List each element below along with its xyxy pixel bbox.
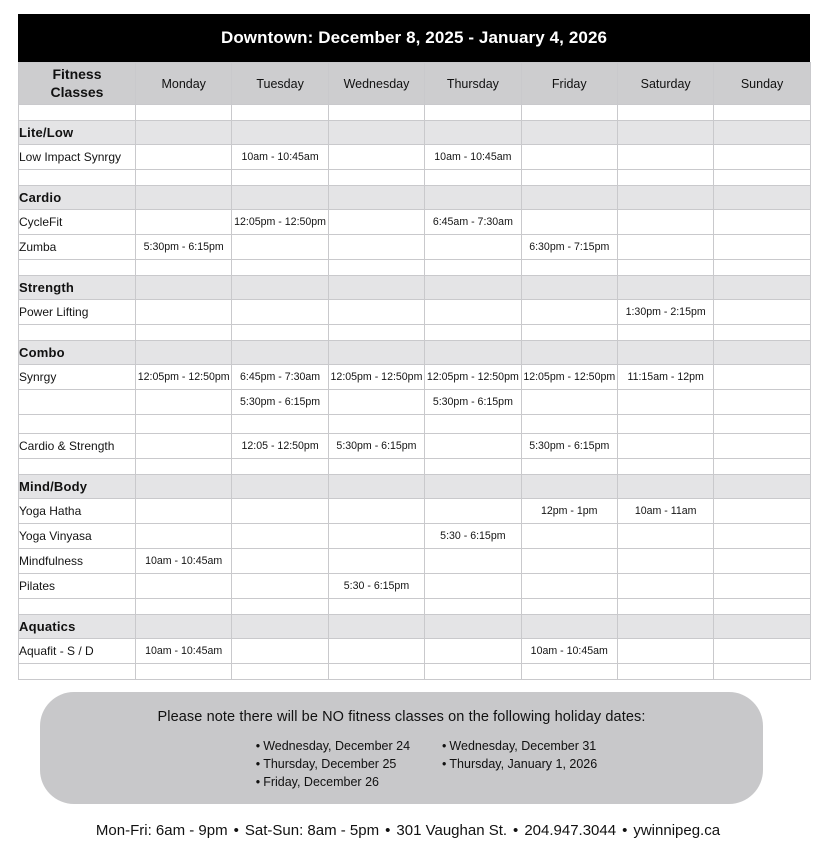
class-time-cell [328,235,424,260]
category-row-cell [617,186,713,210]
class-time-cell [232,524,328,549]
category-label: Cardio [19,186,136,210]
footer-item: Mon-Fri: 6am - 9pm [95,822,228,839]
spacer-cell [617,664,713,680]
schedule-container [18,14,810,680]
spacer-cell [136,664,232,680]
category-row [19,475,811,499]
spacer-cell [521,664,617,680]
category-row-cell [521,341,617,365]
class-time-cell [714,365,810,390]
category-row-cell [714,475,810,499]
class-time-cell [714,235,810,260]
category-row-cell [136,121,232,145]
class-time-cell: 12:05pm - 12:50pm [136,365,232,390]
category-row-cell [521,121,617,145]
class-time-cell: 6:45pm - 7:30am [232,365,328,390]
spacer-cell [19,415,136,434]
spacer-cell [714,325,810,341]
class-time-cell [617,434,713,459]
spacer-cell [328,170,424,186]
class-time-cell [136,499,232,524]
category-row [19,186,811,210]
spacer-cell [521,459,617,475]
spacer-cell [617,105,713,121]
spacer-cell [714,170,810,186]
spacer-cell [617,260,713,276]
spacer-cell [136,415,232,434]
footer-separator-icon: • [622,822,628,839]
class-name-cell: Aquafit - S / D [19,639,136,664]
spacer-cell [521,415,617,434]
spacer-row [19,599,811,615]
class-time-cell [328,549,424,574]
spacer-cell [425,664,521,680]
spacer-row [19,105,811,121]
class-time-cell [425,499,521,524]
class-time-cell: 10am - 10:45am [136,639,232,664]
class-time-cell: 5:30 - 6:15pm [328,574,424,599]
spacer-cell [714,664,810,680]
bullet-icon: • [255,739,261,753]
spacer-cell [19,170,136,186]
class-time-cell: 5:30pm - 6:15pm [232,390,328,415]
spacer-cell [521,325,617,341]
spacer-cell [136,459,232,475]
class-time-cell: 12:05pm - 12:50pm [521,365,617,390]
class-time-cell [136,210,232,235]
category-row-cell [232,615,328,639]
spacer-cell [714,415,810,434]
schedule-title-bar: Downtown: December 8, 2025 - January 4, 2026 [18,14,810,62]
holiday-notes-columns [40,737,763,791]
class-time-cell [425,574,521,599]
table-row [19,524,811,549]
class-time-cell: 12:05pm - 12:50pm [232,210,328,235]
class-name-cell: Low Impact Synrgy [19,145,136,170]
class-time-cell [232,549,328,574]
table-row [19,499,811,524]
spacer-cell [232,260,328,276]
class-time-cell [521,549,617,574]
class-name-cell: Pilates [19,574,136,599]
class-time-cell [714,499,810,524]
category-row-cell [232,276,328,300]
column-header-fitness-classes [19,63,136,105]
spacer-cell [232,459,328,475]
table-row [19,549,811,574]
spacer-cell [425,415,521,434]
category-row-cell [425,615,521,639]
holiday-notes-heading: Please note there will be NO fitness classes on the following holiday dates: [157,709,646,725]
class-name-cell: CycleFit [19,210,136,235]
class-name-cell: Cardio & Strength [19,434,136,459]
holiday-note-item [442,737,597,755]
class-time-cell: 6:45am - 7:30am [425,210,521,235]
class-time-cell [714,300,810,325]
class-time-cell [232,235,328,260]
table-row [19,574,811,599]
category-row-cell [521,475,617,499]
spacer-cell [521,170,617,186]
spacer-cell [617,459,713,475]
spacer-cell [328,325,424,341]
holiday-notes-box [40,692,763,804]
category-row-cell [136,186,232,210]
holiday-notes-column-right [442,737,597,791]
table-row [19,210,811,235]
spacer-cell [617,415,713,434]
category-row-cell [232,341,328,365]
spacer-cell [136,325,232,341]
spacer-cell [425,170,521,186]
bullet-icon: • [442,757,447,772]
class-time-cell: 5:30pm - 6:15pm [328,434,424,459]
class-time-cell: 12pm - 1pm [521,499,617,524]
class-time-cell: 6:30pm - 7:15pm [521,235,617,260]
class-time-cell [617,145,713,170]
spacer-cell [232,325,328,341]
spacer-cell [425,325,521,341]
class-time-cell: 1:30pm - 2:15pm [617,300,713,325]
spacer-cell [232,599,328,615]
category-row-cell [521,615,617,639]
holiday-note-text: Thursday, January 1, 2026 [449,757,598,772]
category-label: Combo [19,341,136,365]
class-time-cell: 11:15am - 12pm [617,365,713,390]
table-row [19,145,811,170]
class-time-cell [328,390,424,415]
class-time-cell [521,300,617,325]
spacer-row [19,325,811,341]
category-row [19,121,811,145]
class-time-cell [617,390,713,415]
spacer-cell [425,105,521,121]
class-time-cell [232,499,328,524]
spacer-cell [19,664,136,680]
class-time-cell [136,300,232,325]
bullet-icon: • [255,775,261,790]
footer-item: ywinnipeg.ca [633,822,721,839]
category-row-cell [617,276,713,300]
spacer-cell [521,260,617,276]
class-time-cell [328,639,424,664]
spacer-cell [232,415,328,434]
category-row-cell [714,615,810,639]
class-time-cell [136,574,232,599]
spacer-cell [136,260,232,276]
category-row-cell [714,186,810,210]
category-row-cell [328,121,424,145]
fitness-classes-line2: Classes [50,83,104,100]
spacer-cell [425,459,521,475]
category-label: Lite/Low [19,121,136,145]
class-time-cell [617,524,713,549]
bullet-icon: • [255,757,261,772]
spacer-cell [521,599,617,615]
category-row [19,341,811,365]
class-time-cell [425,235,521,260]
category-row-cell [136,615,232,639]
footer-item: 204.947.3044 [524,822,617,839]
column-header-saturday: Saturday [617,63,713,105]
category-row-cell [232,121,328,145]
class-time-cell: 5:30pm - 6:15pm [136,235,232,260]
category-row-cell [328,341,424,365]
category-row-cell [617,475,713,499]
class-time-cell [617,210,713,235]
class-name-cell: Mindfulness [19,549,136,574]
spacer-cell [232,664,328,680]
category-row-cell [425,276,521,300]
class-time-cell [328,300,424,325]
class-time-cell [714,639,810,664]
spacer-cell [521,105,617,121]
spacer-cell [328,664,424,680]
spacer-row [19,415,811,434]
category-label: Mind/Body [19,475,136,499]
class-time-cell [714,524,810,549]
class-time-cell [521,524,617,549]
class-schedule-table [18,62,811,680]
category-row-cell [328,276,424,300]
class-time-cell [328,210,424,235]
category-row [19,276,811,300]
spacer-cell [232,105,328,121]
category-label: Aquatics [19,615,136,639]
category-row-cell [617,341,713,365]
column-header-sunday: Sunday [714,63,810,105]
column-header-friday: Friday [521,63,617,105]
category-row-cell [328,186,424,210]
category-row-cell [521,186,617,210]
spacer-cell [232,170,328,186]
holiday-notes-column-left [256,737,410,791]
holiday-note-item [256,773,410,791]
holiday-note-text: Wednesday, December 24 [263,739,411,753]
class-time-cell [425,434,521,459]
class-name-cell: Zumba [19,235,136,260]
spacer-cell [19,325,136,341]
class-time-cell [232,639,328,664]
class-time-cell [136,524,232,549]
spacer-cell [19,459,136,475]
spacer-cell [714,459,810,475]
table-row [19,434,811,459]
spacer-cell [714,260,810,276]
spacer-cell [328,599,424,615]
class-name-cell: Power Lifting [19,300,136,325]
class-time-cell [714,390,810,415]
class-name-cell: Yoga Vinyasa [19,524,136,549]
class-time-cell [328,524,424,549]
category-row-cell [714,341,810,365]
footer-separator-icon: • [233,822,239,839]
spacer-cell [328,260,424,276]
spacer-cell [19,260,136,276]
class-time-cell [232,574,328,599]
column-header-thursday: Thursday [425,63,521,105]
class-time-cell [425,639,521,664]
class-time-cell [617,235,713,260]
footer-separator-icon: • [513,822,519,839]
spacer-row [19,664,811,680]
category-row-cell [232,475,328,499]
class-time-cell: 10am - 11am [617,499,713,524]
class-time-cell [521,390,617,415]
class-time-cell [328,499,424,524]
spacer-cell [617,599,713,615]
class-time-cell [136,434,232,459]
category-row-cell [714,276,810,300]
class-time-cell [521,145,617,170]
spacer-cell [328,415,424,434]
class-time-cell [521,210,617,235]
holiday-note-text: Thursday, December 25 [263,757,397,772]
footer-item: 301 Vaughan St. [396,822,508,839]
category-row-cell [328,475,424,499]
spacer-cell [136,105,232,121]
holiday-note-item [256,737,410,755]
footer-contact-line [0,822,816,839]
category-row-cell [425,341,521,365]
class-time-cell: 5:30pm - 6:15pm [425,390,521,415]
category-row-cell [328,615,424,639]
category-row-cell [136,276,232,300]
column-header-monday: Monday [136,63,232,105]
holiday-note-item [442,755,597,773]
category-row-cell [617,615,713,639]
class-name-cell: Synrgy [19,365,136,390]
class-time-cell: 12:05 - 12:50pm [232,434,328,459]
class-time-cell: 5:30 - 6:15pm [425,524,521,549]
class-time-cell [714,549,810,574]
spacer-cell [136,170,232,186]
class-time-cell [425,549,521,574]
spacer-cell [328,459,424,475]
class-time-cell [425,300,521,325]
fitness-classes-line1: Fitness [52,66,102,82]
class-time-cell: 10am - 10:45am [232,145,328,170]
category-label: Strength [19,276,136,300]
table-body [19,105,811,680]
holiday-note-text: Wednesday, December 31 [449,739,597,753]
holiday-note-item [256,755,410,773]
bullet-icon: • [442,739,447,753]
table-row [19,390,811,415]
column-header-wednesday: Wednesday [328,63,424,105]
category-row-cell [521,276,617,300]
table-row [19,365,811,390]
spacer-cell [714,105,810,121]
spacer-cell [19,105,136,121]
table-header [19,63,811,105]
category-row [19,615,811,639]
class-time-cell [232,300,328,325]
table-row [19,300,811,325]
footer-separator-icon: • [385,822,391,839]
class-name-cell: Yoga Hatha [19,499,136,524]
class-name-cell [19,390,136,415]
spacer-cell [425,599,521,615]
class-time-cell [617,639,713,664]
class-time-cell [714,434,810,459]
column-header-tuesday: Tuesday [232,63,328,105]
class-time-cell: 10am - 10:45am [136,549,232,574]
holiday-note-text: Friday, December 26 [263,775,379,790]
class-time-cell [521,574,617,599]
spacer-row [19,170,811,186]
class-time-cell [714,145,810,170]
class-time-cell [714,574,810,599]
table-row [19,235,811,260]
spacer-cell [714,599,810,615]
spacer-cell [136,599,232,615]
class-time-cell [328,145,424,170]
class-time-cell [136,390,232,415]
class-time-cell [617,574,713,599]
category-row-cell [425,186,521,210]
spacer-row [19,260,811,276]
class-time-cell [617,549,713,574]
class-time-cell [136,145,232,170]
class-time-cell: 10am - 10:45am [425,145,521,170]
spacer-cell [19,599,136,615]
category-row-cell [617,121,713,145]
footer-item: Sat-Sun: 8am - 5pm [244,822,380,839]
category-row-cell [714,121,810,145]
day-header-row [19,63,811,105]
class-time-cell: 5:30pm - 6:15pm [521,434,617,459]
class-time-cell: 12:05pm - 12:50pm [425,365,521,390]
class-time-cell: 12:05pm - 12:50pm [328,365,424,390]
spacer-row [19,459,811,475]
category-row-cell [136,475,232,499]
spacer-cell [617,325,713,341]
table-row [19,639,811,664]
category-row-cell [136,341,232,365]
class-time-cell [714,210,810,235]
spacer-cell [425,260,521,276]
spacer-cell [617,170,713,186]
category-row-cell [425,475,521,499]
class-time-cell: 10am - 10:45am [521,639,617,664]
spacer-cell [328,105,424,121]
category-row-cell [425,121,521,145]
category-row-cell [232,186,328,210]
